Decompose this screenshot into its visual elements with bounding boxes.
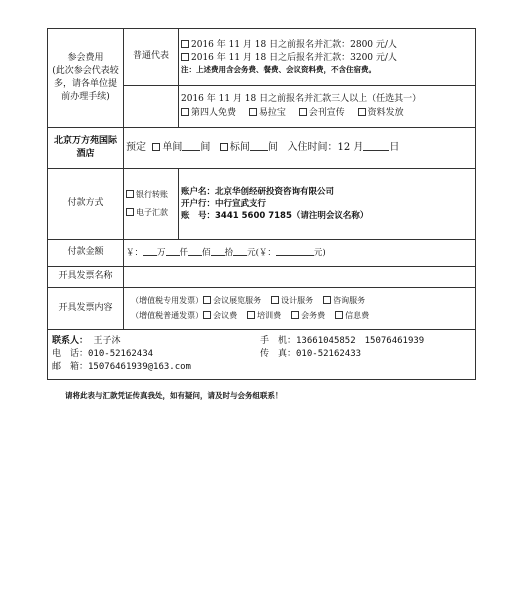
e-remit-checkbox[interactable] — [126, 208, 134, 216]
offer-option-4[interactable] — [358, 108, 404, 118]
shi-unit: 拾 — [224, 248, 234, 259]
single-room-label: 单间 — [162, 141, 183, 153]
contact-person-label: 联系人： — [52, 335, 89, 346]
payment-label: 付款方式 — [67, 198, 104, 209]
offer-option-3[interactable] — [299, 108, 345, 118]
offer-checkbox[interactable] — [181, 108, 189, 116]
amount-label: 付款金额 — [67, 247, 104, 258]
price2-checkbox[interactable] — [181, 53, 189, 61]
shi-field[interactable] — [211, 246, 225, 256]
invoice-checkbox[interactable] — [203, 296, 211, 304]
bank-transfer-checkbox[interactable] — [126, 190, 134, 198]
checkin-day-field[interactable] — [363, 141, 389, 151]
price1-text: 2016 年 11 月 18 日之前报名并汇款：2800 元/人 — [191, 39, 397, 50]
reserve-label: 预定 — [126, 141, 146, 153]
invoice-name-label-cell — [48, 267, 124, 288]
offer-label: 会刊宣传 — [308, 107, 345, 118]
price2-text: 2016 年 11 月 18 日之后报名并汇款：3200 元/人 — [191, 52, 397, 63]
standard-room-checkbox[interactable] — [220, 143, 228, 151]
day-label: 日 — [389, 141, 400, 153]
contact-person: 王子沐 — [93, 335, 121, 346]
yuan-close: 元) — [313, 248, 326, 259]
offer-option-2[interactable] — [249, 108, 286, 118]
invoice-name-field[interactable] — [124, 267, 476, 288]
invoice-checkbox[interactable] — [203, 311, 211, 319]
account-name: 账户名：北京华创经研投资咨询有限公司 — [181, 186, 335, 197]
bank-transfer-label: 银行转账 — [136, 190, 168, 200]
footer-note: 请将此表与汇款凭证传真我处，如有疑问，请及时与会务组联系！ — [65, 391, 283, 400]
price-cell — [179, 29, 476, 86]
bank-name: 开户行：中行宣武支行 — [181, 198, 267, 209]
yuan-open: 元(￥： — [247, 248, 276, 259]
phone-label: 电 话： — [52, 348, 89, 359]
amount-value-cell — [124, 240, 476, 267]
special-item-2: 设计服务 — [281, 296, 314, 306]
regular-rep-cell — [124, 29, 179, 86]
amount-figure-field[interactable] — [276, 246, 314, 256]
amount-label-cell — [48, 240, 124, 267]
fee-label-note: (此次参会代表较多，请各单位提前办理手续) — [52, 65, 119, 103]
standard-room-label: 标间 — [229, 141, 250, 153]
amount-prefix: ￥： — [126, 248, 144, 259]
offer-label: 第四人免费 — [191, 107, 237, 118]
qian-field[interactable] — [166, 246, 180, 256]
blank-cell — [124, 86, 179, 128]
hotel-name: 北京万方苑国际酒店 — [53, 135, 117, 159]
group-offer-text: 2016 年 11 月 18 日之前报名并汇款三人以上（任选其一） — [181, 94, 422, 105]
invoice-checkbox[interactable] — [291, 311, 299, 319]
registration-form-table — [47, 28, 476, 380]
mobile-value: 13661045852 15076461939 — [296, 335, 425, 346]
special-item-3: 咨询服务 — [333, 296, 366, 306]
invoice-checkbox[interactable] — [247, 311, 255, 319]
checkin-label: 入住时间：12 月 — [287, 141, 364, 153]
offer-checkbox[interactable] — [299, 108, 307, 116]
email-label: 邮 箱： — [52, 362, 89, 373]
invoice-content-label: 开具发票内容 — [58, 302, 113, 313]
normal-invoice-label: （增值税普通发票） — [131, 311, 204, 320]
fee-label-cell — [48, 29, 124, 128]
regular-rep-label: 普通代表 — [132, 51, 169, 62]
wan-field[interactable] — [143, 246, 157, 256]
bai-unit: 佰 — [202, 248, 211, 259]
offer-checkbox[interactable] — [358, 108, 366, 116]
special-item-1: 会议展览服务 — [213, 296, 262, 306]
hotel-name-cell — [48, 128, 124, 169]
invoice-checkbox[interactable] — [323, 296, 331, 304]
account-number: 账 号：3441 5600 7185（请注明会议名称） — [181, 211, 369, 222]
fee-label: 参会费用 — [67, 52, 104, 63]
fax-label: 传 真： — [260, 348, 297, 359]
normal-item-4: 信息费 — [345, 311, 370, 320]
wan-unit: 万 — [157, 248, 166, 259]
normal-item-2: 培训费 — [257, 311, 282, 320]
e-remit-label: 电子汇款 — [136, 208, 168, 217]
yuan-field[interactable] — [233, 246, 247, 256]
offer-option-1[interactable] — [181, 108, 236, 118]
offer-label: 资料发放 — [367, 107, 404, 118]
phone-value: 010-52162434 — [88, 348, 154, 359]
fax-value: 010-52162433 — [296, 348, 362, 359]
hotel-reserve-cell — [124, 128, 476, 169]
payment-label-cell — [48, 169, 124, 240]
invoice-name-label: 开具发票名称 — [58, 271, 113, 282]
room-unit: 间 — [200, 141, 211, 153]
invoice-content-label-cell — [48, 288, 124, 330]
contact-cell — [48, 330, 476, 380]
invoice-checkbox[interactable] — [335, 311, 343, 319]
normal-item-1: 会议费 — [213, 311, 238, 320]
single-room-checkbox[interactable] — [152, 143, 160, 151]
normal-item-3: 会务费 — [301, 311, 326, 320]
fee-note: 注：上述费用含会务费、餐费、会议资料费，不含住宿费。 — [181, 64, 376, 74]
account-info-cell — [179, 169, 476, 240]
bai-field[interactable] — [188, 246, 202, 256]
qian-unit: 仟 — [179, 248, 189, 259]
group-offer-cell — [179, 86, 476, 128]
payment-methods-cell — [124, 169, 179, 240]
room-unit: 间 — [267, 141, 278, 153]
invoice-content-cell — [124, 288, 476, 330]
invoice-checkbox[interactable] — [271, 296, 279, 304]
single-room-count-field[interactable] — [182, 141, 200, 151]
offer-label: 易拉宝 — [258, 107, 286, 118]
price1-checkbox[interactable] — [181, 40, 189, 48]
standard-room-count-field[interactable] — [250, 141, 268, 151]
special-invoice-label: （增值税专用发票） — [131, 296, 204, 306]
offer-checkbox[interactable] — [249, 108, 257, 116]
mobile-label: 手 机： — [260, 335, 297, 346]
email-value: 15076461939@163.com — [88, 362, 191, 373]
